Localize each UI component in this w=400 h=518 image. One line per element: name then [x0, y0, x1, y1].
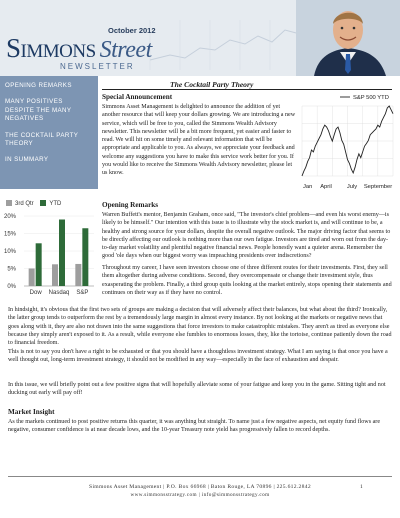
column-title: The Cocktail Party Theory: [170, 80, 254, 89]
y-tick-label: 20%: [3, 214, 16, 220]
title-divider: [102, 89, 392, 90]
toc-item-opening-remarks[interactable]: OPENING REMARKS: [5, 82, 72, 89]
newsletter-subtitle: NEWSLETTER: [60, 62, 135, 71]
brand-main: Simmons: [6, 33, 96, 63]
masthead: [0, 0, 400, 76]
issue-date: October 2012: [108, 26, 156, 35]
market-insight-paragraph: As the markets continued to post positive returns this quarter, it was anything but straight. To name just a few negative aspects, net equity fund flows are negative, consumer confidence is at near decade lows, and the 10-year Treasury note yield has progressively fallen to record depths.: [8, 419, 381, 434]
footer-web[interactable]: www.simmonsstrategy.com | info@simmonsstrategy.com: [130, 492, 270, 498]
table-of-contents: [0, 76, 98, 189]
legend-label-ytd: YTD: [49, 201, 62, 207]
market-insight-heading: Market Insight: [8, 408, 55, 416]
bar-3rd-qtr-s-p: [75, 264, 81, 286]
legend-label-sp500: S&P 500 YTD: [353, 95, 389, 101]
y-tick-label: 5%: [7, 266, 16, 273]
toc-item-in-summary[interactable]: IN SUMMARY: [5, 156, 49, 164]
x-category-label: Dow: [29, 290, 42, 296]
special-announcement-body: Simmons Asset Management is delighted to announce the addition of yet another resource that will keep your dollars growing. We are introducing a new service, which will be free to you, called the Simmons Wealth Advisory newsletter. This newsletter will be a bit more frequent, yet easier and faster to read. We will hit on some timely and relevant information that will be appropriate and applicable to you. As always, we appreciate your feedback and welcome any suggestions you have to make this service work better for you. If you would like to receive the Simmons Wealth Advisory newsletter, please let us know.: [102, 104, 296, 176]
special-announcement-heading: Special Announcement: [102, 93, 173, 101]
x-axis-label: September: [363, 184, 393, 190]
newsletter-logo: [6, 33, 152, 64]
bar-3rd-qtr-nasdaq: [52, 264, 58, 286]
page-number: 1: [360, 484, 363, 490]
opening-remarks-paragraph-5: In this issue, we will briefly point out a few positive signs that will hopefully alleviate some of your fatigue and keep you in the game. Sitting tight and not ducking out early will pay off!: [8, 382, 386, 397]
y-tick-label: 0%: [7, 284, 16, 290]
legend-label-3rd-qtr: 3rd Qtr: [15, 201, 34, 207]
x-axis-label: Jan: [303, 184, 313, 190]
sp500-ytd-line-chart: [300, 92, 395, 194]
opening-remarks-paragraph-4: This is not to say you don't have a right to be exhausted or that you should have a thoughtless investment strategy. What I am saying is that once you have a well thought out, long-term investment strategy, it should not be modified in any way—especially in the face of exhaustion and despair.: [8, 349, 388, 364]
index-returns-bar-chart: [0, 198, 98, 302]
bar-ytd-s-p: [82, 228, 88, 286]
y-tick-label: 15%: [3, 231, 16, 238]
footer-rule: [8, 476, 392, 477]
x-category-label: Nasdaq: [48, 290, 70, 296]
toc-item-many-positives[interactable]: MANY POSITIVES DESPITE THE MANY NEGATIVES: [5, 98, 72, 123]
x-axis-label: July: [346, 184, 358, 190]
toc-item-cocktail-party[interactable]: THE COCKTAIL PARTY THEORY: [5, 131, 79, 148]
bar-ytd-nasdaq: [59, 220, 65, 287]
author-portrait: [296, 0, 400, 76]
footer-contact: Simmons Asset Management | P.O. Box 66968 | Baton Rouge, LA 70896 | 225.612.2842: [89, 484, 311, 490]
opening-remarks-paragraph-1: Warren Buffett's mentor, Benjamin Graham, once said, "The investor's chief problem—and even his worst enemy—is likely to be himself." Our intention with this issue is to illustrate why the stock market is, and will continue to be, a healthy and strong source for your dollars, despite the overall negative outlook. The major driving factor that seems to be directly affecting our outlook is nothing more than our own fatigue. Investors are tired and worn out from the day-to-day market volatility and plentiful negative financial news. People honestly want a quieter arena. Remember the good 'ole days when our biggest worry was impeaching presidents over indiscretions?: [102, 212, 391, 260]
x-category-label: S&P: [76, 290, 89, 296]
bar-ytd-dow: [36, 243, 42, 286]
opening-remarks-heading: Opening Remarks: [102, 201, 159, 209]
brand-accent: Street: [99, 37, 152, 63]
bar-3rd-qtr-dow: [29, 269, 35, 287]
x-axis-label: April: [320, 184, 332, 190]
opening-remarks-paragraph-3: In hindsight, it's obvious that the first two sets of groups are making a decision that will adversely affect their balances, but what about the third? Ironically, the latter group tends to outperform the rest by a tremendously large margin in almost every instance. By not looking at the markets or negative news that goes along with it, they are also not drawn into the same suggestions that force investors to make catastrophic mistakes. They aren't as tired as everyone else because they simply aren't exposed to it. As a result, while everyone else fumbles to enormous losses, they, like the tortoise, continue patiently down the road to financial freedom.: [8, 307, 392, 346]
opening-remarks-paragraph-2: Throughout my career, I have seen investors choose one of three different routes for their investments. First, they sell them altogether during adverse conditions. Second, they overcompensate or change their investment style, thus exasperating the problem. Finally, a third group quits looking at the market entirely, stops opening their statements and continues on their way as if they have no control.: [102, 265, 392, 296]
y-tick-label: 10%: [3, 249, 16, 255]
